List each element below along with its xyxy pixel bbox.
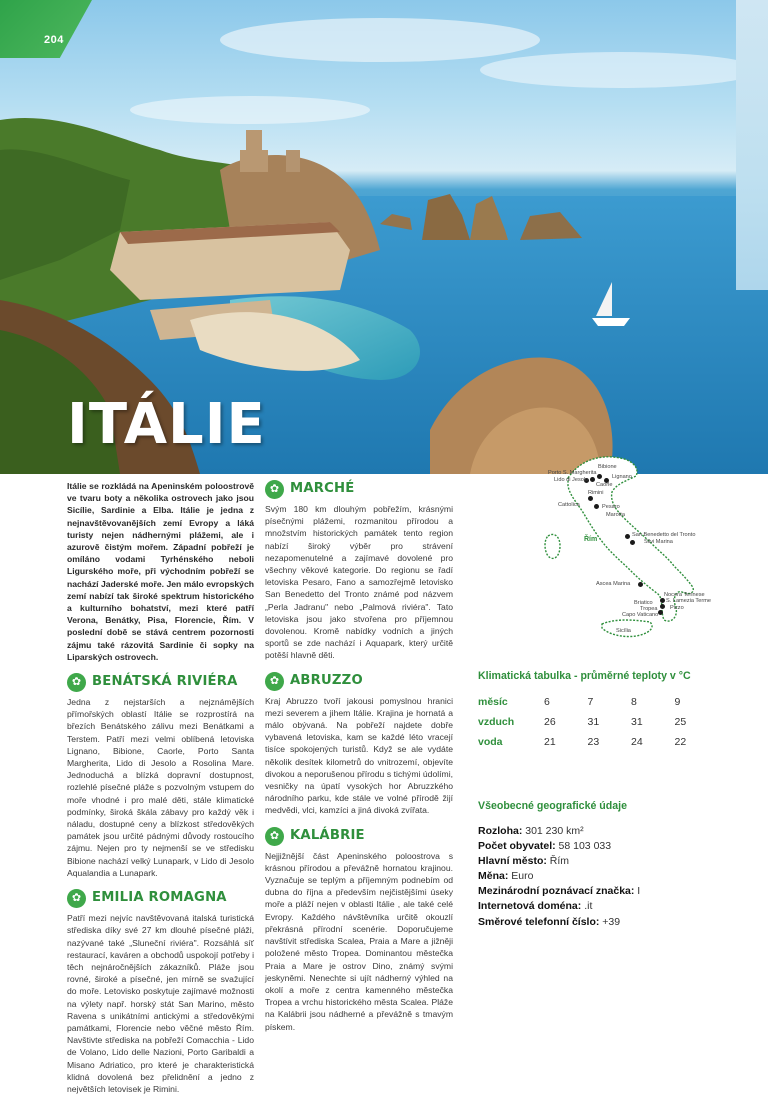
geo-value: Euro <box>511 870 534 883</box>
map-label-lignano: Lignano <box>612 474 632 480</box>
column-middle <box>265 480 453 1033</box>
map-label-porto-santa: Porto S. Margherita <box>548 470 597 476</box>
intro-text: Itálie se rozkládá na Apeninském poloostrově ve tvaru boty a několika ostrovech jako jsou Sicílie, Sardinie a Elba. Itálie je jedna z nejnavštěvovanějších zemí Evropy a láká turisty nejen nádhernými plážemi, ale i azurově čistým mořem. Západní pobřeží je omíláno vodami Tyrhénského neboli Ligurského moře, při východním pobřeží se nachází Jaderské moře. Jen málo evropských zemí nabízí tak široké spektrum historického a kulturního bohatství, mezi které patří Verona, Benátky, Pisa, Florencie, Řím. V poslední době se stává centrem pozornosti zájmu také rázovitá Sardinie či sopky na Liparských ostrovech. <box>67 481 254 662</box>
climate-row-label: měsíc <box>478 696 508 708</box>
map-label-rome: Řím <box>584 536 598 543</box>
map-dot-rimini <box>588 496 593 501</box>
geo-row <box>478 824 738 839</box>
section-text-abruzzo: Kraj Abruzzo tvoří jakousi pomyslnou hranici mezi severem a jihem Itálie. Krajina je hornatá a málo obývaná. Na pobřeží najdete dobře vybavená letoviska, kam se každé léto vracejí tisíce spokojených turistů. Když se ale vydáte několik desítek kilometrů do vnitrozemí, objevíte divokou a neporušenou přírodu s tichými údolími, vesničky na úpatí vysokých hor Abruzzkého národního parku, kde stále ve volné přírodě žijí medvědi, vlci, kamzíci a jiná divoká zvířata. <box>265 695 453 816</box>
geo-label: Mezinárodní poznávací značka: <box>478 885 635 898</box>
geo-row <box>478 839 738 854</box>
section-text-kalabrie: Nejjižnější část Apeninského poloostrova s krásnou přírodou a převážně hornatou krajinou. Vyznačuje se teplým a příjemným podnebím od dubna do října a především nejčistějšími úseky moře a pláží nejen v oblasti Itálie , ale také celé Evropy. Každého návštěvníka určitě okouzlí překrásná přírodní scenérie. Doporučujeme navštívit střediska Scalea, Praia a Mare a jižněji položené město Tropea. Dominantou městečka Praia a Mare je ostrov Dino, známý svými jeskyněmi. Nenechte si ujít nádherný výhled na okolí a moře z centra kamenného městečka Tropea a vrchu historického města Scalea. Pláže na Kalábrii jsou nádherné a převážně s tmavým pískem. <box>265 850 453 1032</box>
climate-cell: 31 <box>631 716 643 728</box>
leaf-icon: ✿ <box>67 673 86 692</box>
map-label-nocera: Nocera Terinese <box>664 592 705 598</box>
climate-cell: 22 <box>674 736 687 748</box>
section-text-marche: Svým 180 km dlouhým pobřežím, krásnými písečnými plážemi, rozmanitou přírodou a množstvím historických památek tento region nabízí široký výběr pro strávení nezapomenutelné a zajímavé dovolené pro všechny věkové kategorie. Do regionu se řadí letoviska Pesaro, Fano a samozřejmě letovisko San Benedetto del Tronto známé pod názvem „Perla Jadranu" nebo „Palmová riviéra". Tato letoviska jsou jako stvořena pro příjemnou dovolenou. Kromě nabídky vodních a jiných sportů se zde nachází i Aquapark, který určitě potěší hlavně děti. <box>265 504 453 661</box>
geo-value: 58 103 033 <box>558 840 612 853</box>
geo-label: Rozloha: <box>478 825 523 837</box>
map-label-sicilia: Sicília <box>616 628 631 634</box>
geo-value: I <box>637 885 641 898</box>
climate-row <box>478 712 718 732</box>
map-label-tropea: Tropea <box>640 606 658 612</box>
map-dot-pesaro <box>594 504 599 509</box>
map-dot-bibione <box>597 474 602 479</box>
geo-label: Internetová doména: <box>478 900 582 913</box>
climate-table <box>478 692 718 752</box>
geo-title: Všeobecné geografické údaje <box>478 800 627 812</box>
geo-value: 301 230 km² <box>525 825 584 837</box>
map-dot-ascea <box>638 582 643 587</box>
climate-cell: 25 <box>674 716 687 728</box>
geo-value: Řím <box>549 855 570 868</box>
map-label-cattolica: Cattolica <box>558 502 580 508</box>
geo-facts <box>478 824 738 930</box>
map-dot-silvi <box>630 540 635 545</box>
leaf-icon: ✿ <box>265 480 284 499</box>
leaf-icon: ✿ <box>67 889 86 908</box>
climate-cell: 26 <box>544 716 556 728</box>
section-heading-abruzzo <box>265 672 453 691</box>
map-label-capo: Capo Vaticano <box>622 612 659 618</box>
section-title: MARCHÉ <box>290 481 355 497</box>
geo-row <box>478 884 738 899</box>
geo-label: Počet obyvatel: <box>478 840 556 853</box>
page-number: 204 <box>44 34 64 46</box>
map-dot-nocera <box>660 598 665 603</box>
map-label-silvi: Silvi Marina <box>644 539 673 545</box>
geo-row <box>478 915 738 930</box>
leaf-icon: ✿ <box>265 827 284 846</box>
climate-row-label: vzduch <box>478 716 515 728</box>
leaf-icon: ✿ <box>265 672 284 691</box>
map-label-jesolo: Lido di Jesolo <box>554 477 589 483</box>
column-left <box>67 480 254 1095</box>
section-title: BENÁTSKÁ RIVIÉRA <box>92 674 238 690</box>
climate-cell: 8 <box>631 696 637 708</box>
map-dot-tropea <box>660 604 665 609</box>
climate-cell: 21 <box>544 736 556 748</box>
section-title: EMILIA ROMAGNA <box>92 890 227 906</box>
map-label-lamezia: S. Lamezia Terme <box>666 598 711 604</box>
italy-map <box>540 440 720 650</box>
map-label-marotta: Marotta <box>606 512 625 518</box>
map-label-ascea: Ascea Marina <box>596 581 631 587</box>
edge-stripe <box>736 0 768 290</box>
geo-row <box>478 854 738 869</box>
geo-row <box>478 869 738 884</box>
section-text-benatska: Jedna z nejstarších a nejznámějších přímořských oblastí Itálie se rozprostírá na březích Benátského zálivu mezi Benátkami a Terstem. Patří mezi velmi oblíbená letoviska Lignano, Bibione, Caorle, Porto Santa Margherita, Lido di Jesolo a Rosolina Mare. Jednoduchá a blízká dopravní dostupnost, rozlehlé písečné pláže s pozvolným vstupem do moře vhodné i pro malé děti, stále klimatické podmínky, široká škála zábavy pro každý věk i náladu, dostupné ceny a blízkost středověkých památek jsou určité pádnými důvody rostoucího zájmu. Nejen pro ty nejmenší se ve středisku Bibione nachází velký Lunapark, v Lido di Jesolo Aqualandia a Lunapark. <box>67 697 254 878</box>
climate-cell: 23 <box>587 736 600 748</box>
map-label-rimini: Rimini <box>588 490 604 496</box>
section-title: ABRUZZO <box>290 673 363 689</box>
climate-cell: 24 <box>631 736 643 748</box>
climate-title: Klimatická tabulka - průměrné teploty v °C <box>478 670 691 682</box>
section-heading-kalabrie <box>265 827 453 846</box>
map-label-briatico: Briatico <box>634 600 653 606</box>
map-label-bibione: Bibione <box>598 464 617 470</box>
geo-label: Hlavní město: <box>478 855 547 868</box>
map-label-caorle: Caorle <box>596 482 613 488</box>
climate-cell: 7 <box>587 696 594 708</box>
geo-label: Směrové telefonní číslo: <box>478 915 600 928</box>
climate-cell: 9 <box>674 696 681 708</box>
map-dot-san-benedetto <box>625 534 630 539</box>
climate-cell: 6 <box>544 696 550 708</box>
geo-value: .it <box>584 900 593 913</box>
section-heading-benatska <box>67 673 254 692</box>
geo-label: Měna: <box>478 870 509 883</box>
climate-row <box>478 732 718 752</box>
geo-row <box>478 899 738 914</box>
country-title: ITÁLIE <box>67 392 266 457</box>
section-heading-marche <box>265 480 453 499</box>
map-dot-capo <box>658 610 663 615</box>
map-dot-caorle <box>590 477 595 482</box>
section-heading-emilia <box>67 889 254 908</box>
map-label-pesaro: Pesaro <box>602 504 620 510</box>
climate-row <box>478 692 718 712</box>
map-label-san-benedetto: San Benedetto del Tronto <box>632 532 696 538</box>
hero-photo <box>0 0 768 474</box>
section-title: KALÁBRIE <box>290 828 365 844</box>
section-text-emilia: Patří mezi nejvíc navštěvovaná italská turistická střediska díky své 27 km dlouhé písečné pláži, nazývané také „Sluneční riviéra". Rozsáhlá síť restaurací, kaváren a obchodů uspokojí potřeby i těch nejnáročnějších zákazníků. Pláže jsou rovné, široké a písečné, jen mírně se svažující do moře. Letovisko poskytuje zajímavé možnosti na výlety např. horský stát San Marino, město Ravena s unikátními antickými a středověkými památkami, Florencie nebo věčné město Řím. Navštivte střediska na pobřeží Comacchia - Lido de Volano, Lido delle Nazioni, Porto Garibaldi a Misano Adriatico, pro které je charakteristická klidná dovolená bez přelidnění a jedno z největších letovisek je Rimini. <box>67 913 254 1094</box>
climate-row-label: voda <box>478 736 503 748</box>
climate-cell: 31 <box>587 716 600 728</box>
map-label-pizzo: Pizzo <box>670 605 684 611</box>
geo-value: +39 <box>602 915 621 928</box>
